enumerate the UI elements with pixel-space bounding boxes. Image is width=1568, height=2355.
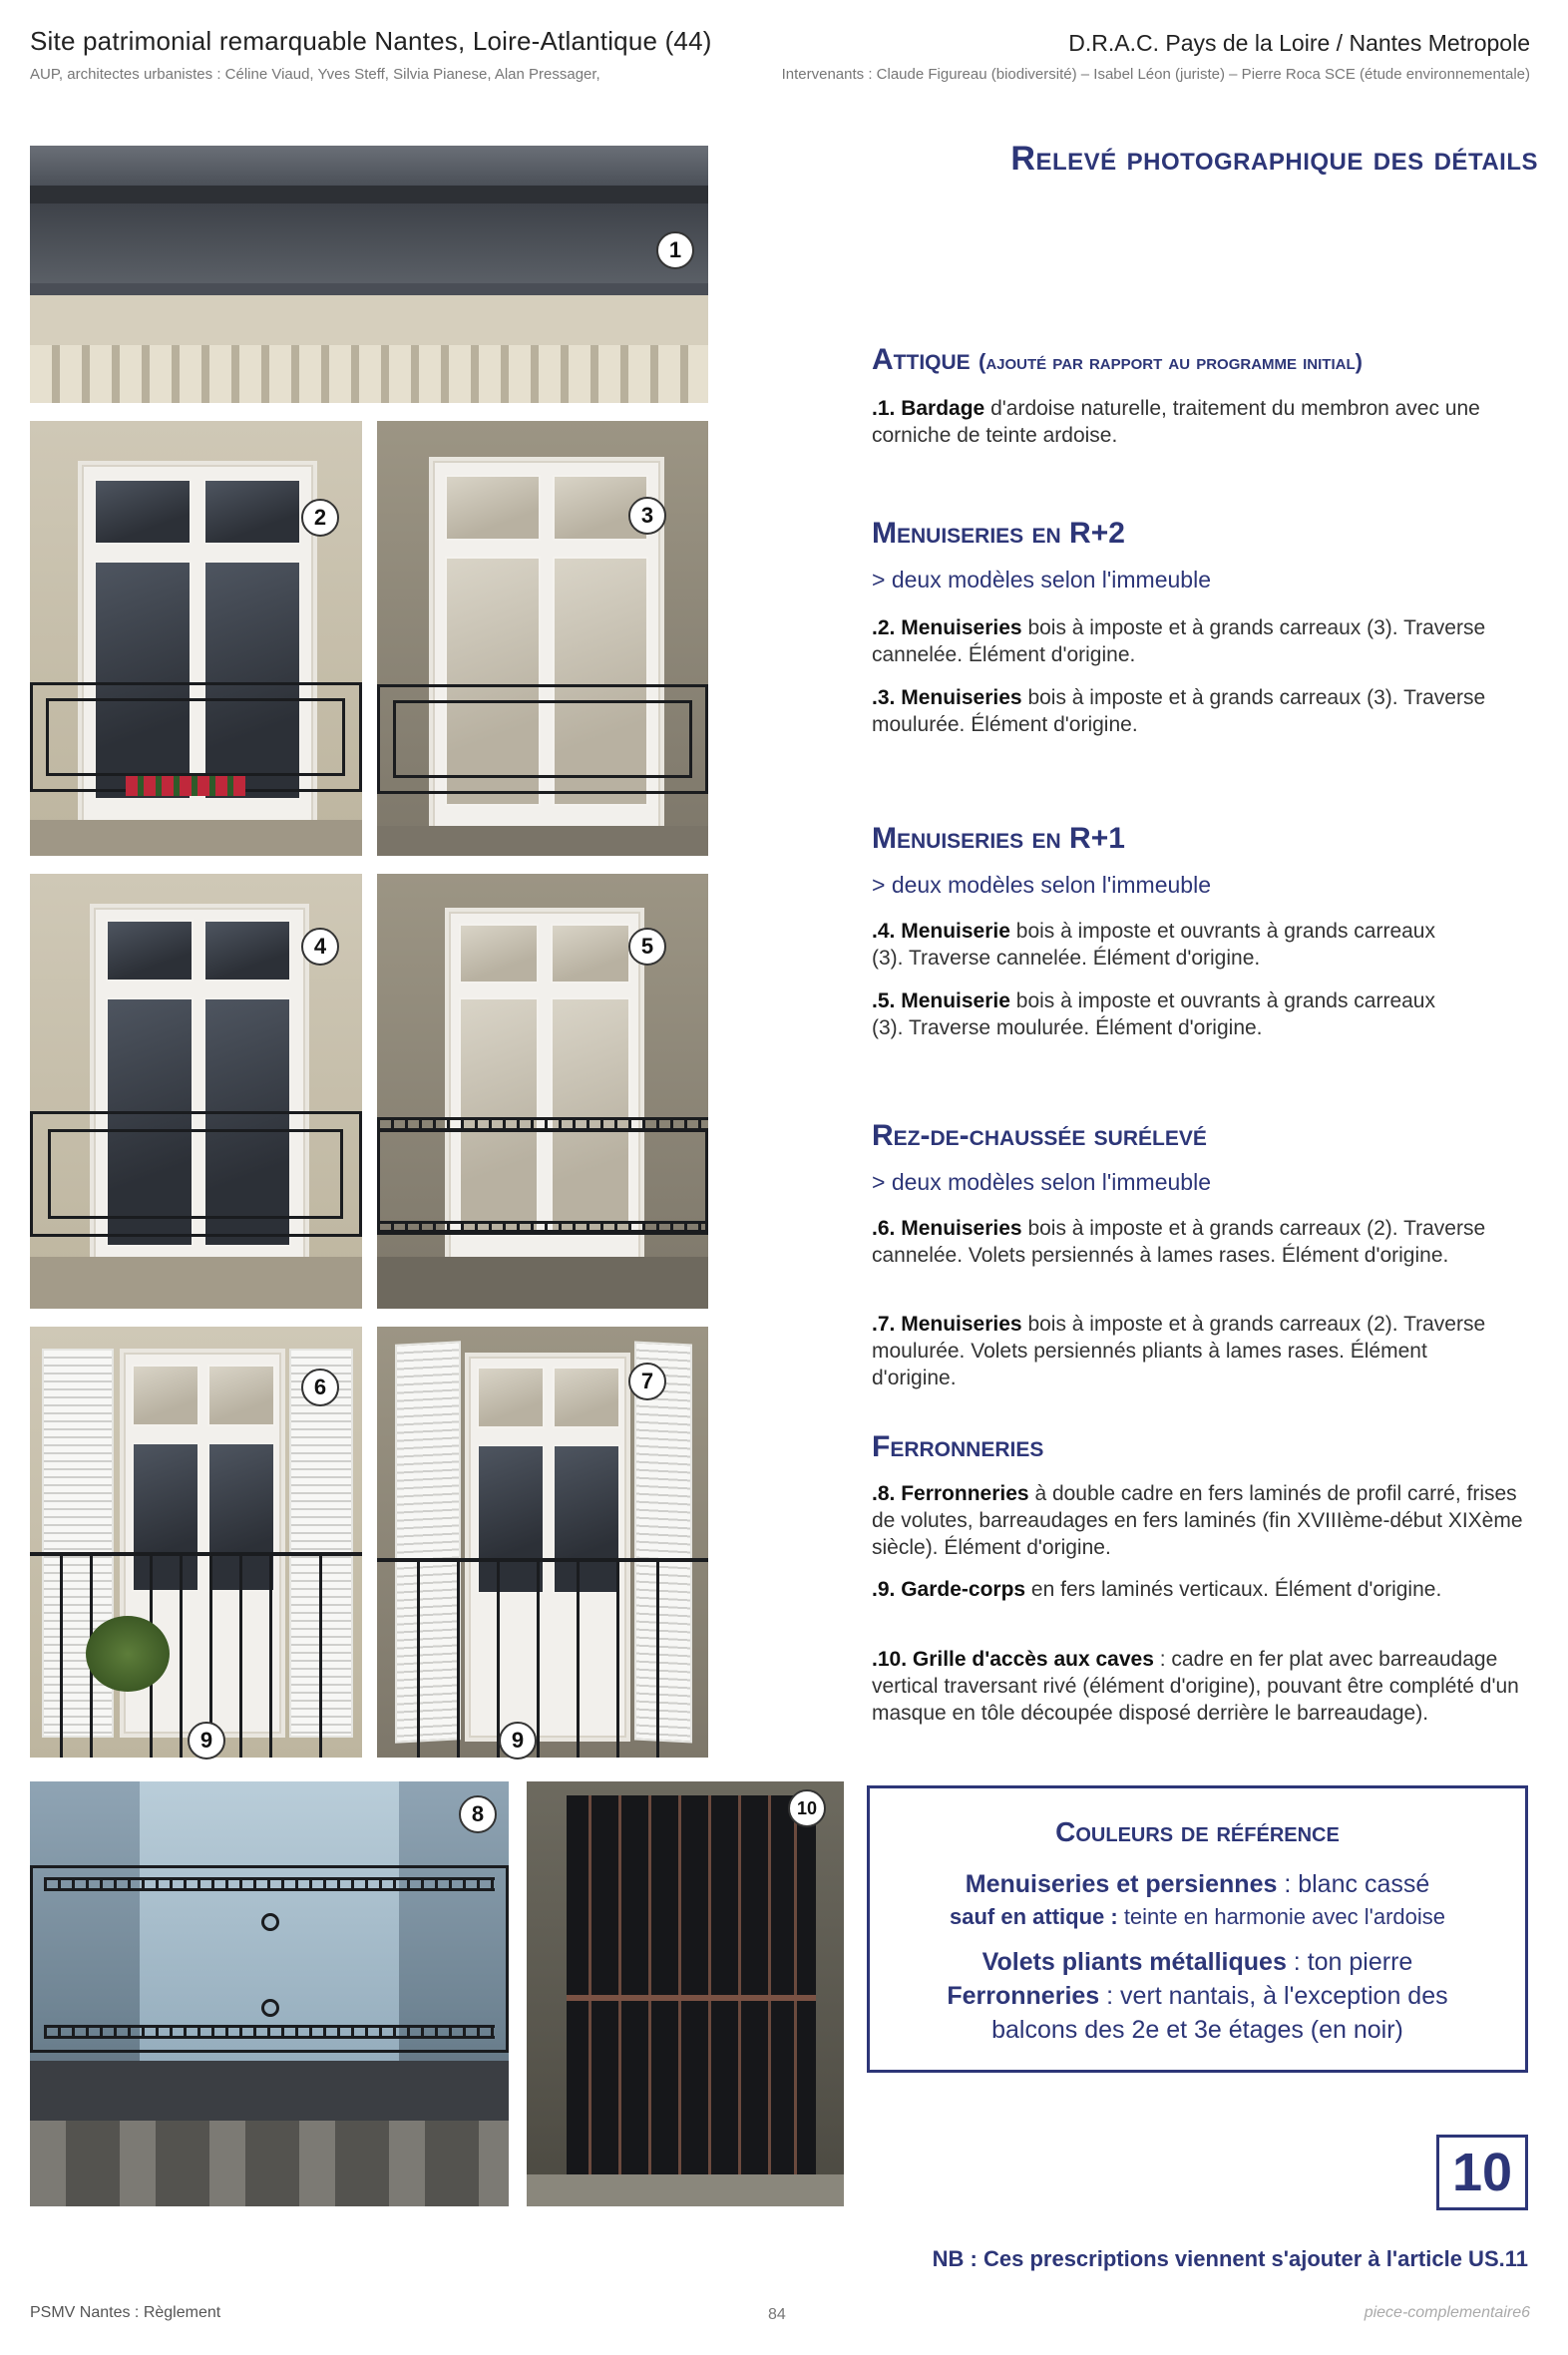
document-header-authors: AUP, architectes urbanistes : Céline Viaud, Yves Steff, Silvia Pianese, Alan Pressager, [30, 66, 600, 83]
document-header-org: D.R.A.C. Pays de la Loire / Nantes Metropole [1068, 30, 1530, 56]
photo-menuiserie-rdc-cannelee [30, 1327, 362, 1758]
item-num: .4. [872, 920, 896, 943]
item-1 [872, 395, 1530, 449]
photo-menuiserie-rdc-mouluree [377, 1327, 708, 1758]
item-4 [872, 918, 1470, 972]
nb-note: NB : Ces prescriptions viennent s'ajouter à l'article US.11 [932, 2246, 1528, 2271]
photo-menuiserie-r1-mouluree [377, 874, 708, 1309]
item-2 [872, 614, 1530, 668]
item-term: Ferronneries [901, 1482, 1029, 1505]
photo-attique [30, 146, 708, 403]
photo-badge: 4 [301, 928, 339, 966]
section-subtitle-rdc: > deux modèles selon l'immeuble [872, 1169, 1211, 1195]
item-text: bois à imposte et à grands carreaux (3). Traverse cannelée. Élément d'origine. [872, 616, 1486, 666]
photo-badge-garde-corps: 9 [499, 1722, 537, 1760]
reference-colors-box [867, 1785, 1528, 2073]
item-num: .10. [872, 1648, 908, 1671]
section-subtitle-r1: > deux modèles selon l'immeuble [872, 872, 1211, 898]
photo-badge: 10 [788, 1789, 826, 1827]
item-num: .1. [872, 397, 896, 420]
item-text: bois à imposte et ouvrants à grands carreaux (3). Traverse cannelée. Élément d'origine. [872, 920, 1435, 970]
item-num: .8. [872, 1482, 896, 1505]
item-term: Garde-corps [901, 1578, 1026, 1601]
reference-colors-text: : ton pierre [1286, 1948, 1413, 1976]
section-title-r2: Menuiseries en R+2 [872, 517, 1125, 550]
section-title-attique [872, 343, 1363, 377]
item-num: .6. [872, 1217, 896, 1240]
item-text: bois à imposte et à grands carreaux (3). Traverse moulurée. Élément d'origine. [872, 686, 1486, 736]
reference-colors-term: Menuiseries et persiennes [965, 1870, 1278, 1898]
photo-ferronnerie-balcon [30, 1781, 509, 2206]
item-term: Menuiseries [901, 1313, 1022, 1336]
item-text: : cadre en fer plat avec barreaudage vertical traversant rivé (élément d'origine), pouvant être complété d'un masque en tôle découpée disposé derrière le barreaudage). [872, 1648, 1519, 1725]
footer-page-number: 84 [768, 2306, 786, 2323]
item-term: Menuiserie [901, 989, 1010, 1012]
section-title-text: Attique [872, 343, 971, 376]
item-term: Menuiseries [901, 1217, 1022, 1240]
item-6 [872, 1215, 1510, 1269]
item-3 [872, 684, 1530, 738]
photo-menuiserie-r2-cannelee [30, 421, 362, 856]
document-header-contributors: Intervenants : Claude Figureau (biodiversité) – Isabel Léon (juriste) – Pierre Roca SCE (étude environnementale) [781, 66, 1530, 83]
photo-badge: 2 [301, 499, 339, 537]
reference-colors-text: teinte en harmonie avec l'ardoise [1117, 1904, 1445, 1929]
reference-colors-term: Ferronneries [947, 1982, 1100, 2010]
reference-colors-text: balcons des 2e et 3e étages (en noir) [991, 2016, 1403, 2044]
item-num: .9. [872, 1578, 896, 1601]
section-title-r1: Menuiseries en R+1 [872, 822, 1125, 855]
reference-colors-line [870, 1982, 1525, 2011]
item-9 [872, 1576, 1530, 1603]
reference-colors-title: Couleurs de référence [1055, 1816, 1340, 1847]
photo-badge: 5 [628, 928, 666, 966]
item-7 [872, 1311, 1510, 1391]
item-text: bois à imposte et à grands carreaux (2). Traverse moulurée. Volets persiennés pliants à lames rases. Élément d'origine. [872, 1313, 1486, 1389]
photo-badge-garde-corps: 9 [188, 1722, 225, 1760]
section-subtitle-r2: > deux modèles selon l'immeuble [872, 567, 1211, 592]
sheet-number-box: 10 [1436, 2135, 1528, 2210]
item-text: d'ardoise naturelle, traitement du membron avec une corniche de teinte ardoise. [872, 397, 1480, 447]
item-text: bois à imposte et à grands carreaux (2). Traverse cannelée. Volets persiennés à lames rases. Élément d'origine. [872, 1217, 1486, 1267]
reference-colors-line [870, 1870, 1525, 1899]
section-title-rdc: Rez-de-chaussée surélevé [872, 1119, 1207, 1152]
item-num: .2. [872, 616, 896, 639]
page-title: Relevé photographique des détails [1010, 140, 1538, 178]
item-text: à double cadre en fers laminés de profil carré, frises de volutes, barreaudages en fers laminés (fin XVIIIème-début XIXème siècle). Élément d'origine. [872, 1482, 1523, 1559]
section-title-note: (ajouté par rapport au programme initial) [979, 349, 1363, 374]
reference-colors-term: sauf en attique : [950, 1904, 1118, 1929]
reference-colors-line [870, 1904, 1525, 1930]
item-8 [872, 1480, 1530, 1561]
item-term: Grille d'accès aux caves [912, 1648, 1154, 1671]
item-text: en fers laminés verticaux. Élément d'origine. [1030, 1578, 1442, 1601]
photo-grille-caves [527, 1781, 844, 2206]
photo-menuiserie-r1-cannelee [30, 874, 362, 1309]
section-title-ferronneries: Ferronneries [872, 1430, 1044, 1463]
photo-badge: 8 [459, 1795, 497, 1833]
photo-menuiserie-r2-mouluree [377, 421, 708, 856]
item-term: Menuiserie [901, 920, 1010, 943]
footer-document-name: PSMV Nantes : Règlement [30, 2304, 221, 2321]
reference-colors-text: : blanc cassé [1277, 1870, 1430, 1898]
photo-badge: 6 [301, 1369, 339, 1406]
item-term: Bardage [901, 397, 985, 420]
item-5 [872, 987, 1470, 1041]
reference-colors-term: Volets pliants métalliques [981, 1948, 1287, 1976]
item-num: .5. [872, 989, 896, 1012]
item-term: Menuiseries [901, 616, 1022, 639]
photo-badge: 1 [656, 231, 694, 269]
reference-colors-line [870, 2016, 1525, 2045]
item-num: .7. [872, 1313, 896, 1336]
item-term: Menuiseries [901, 686, 1022, 709]
footer-piece-ref: piece-complementaire6 [1364, 2304, 1530, 2321]
photo-badge: 7 [628, 1363, 666, 1400]
item-text: bois à imposte et ouvrants à grands carreaux (3). Traverse moulurée. Élément d'origine. [872, 989, 1435, 1039]
item-num: .3. [872, 686, 896, 709]
photo-badge: 3 [628, 497, 666, 535]
item-10 [872, 1646, 1530, 1727]
reference-colors-line [870, 1948, 1525, 1977]
reference-colors-text: : vert nantais, à l'exception des [1099, 1982, 1448, 2010]
document-header-title: Site patrimonial remarquable Nantes, Loire-Atlantique (44) [30, 26, 712, 56]
